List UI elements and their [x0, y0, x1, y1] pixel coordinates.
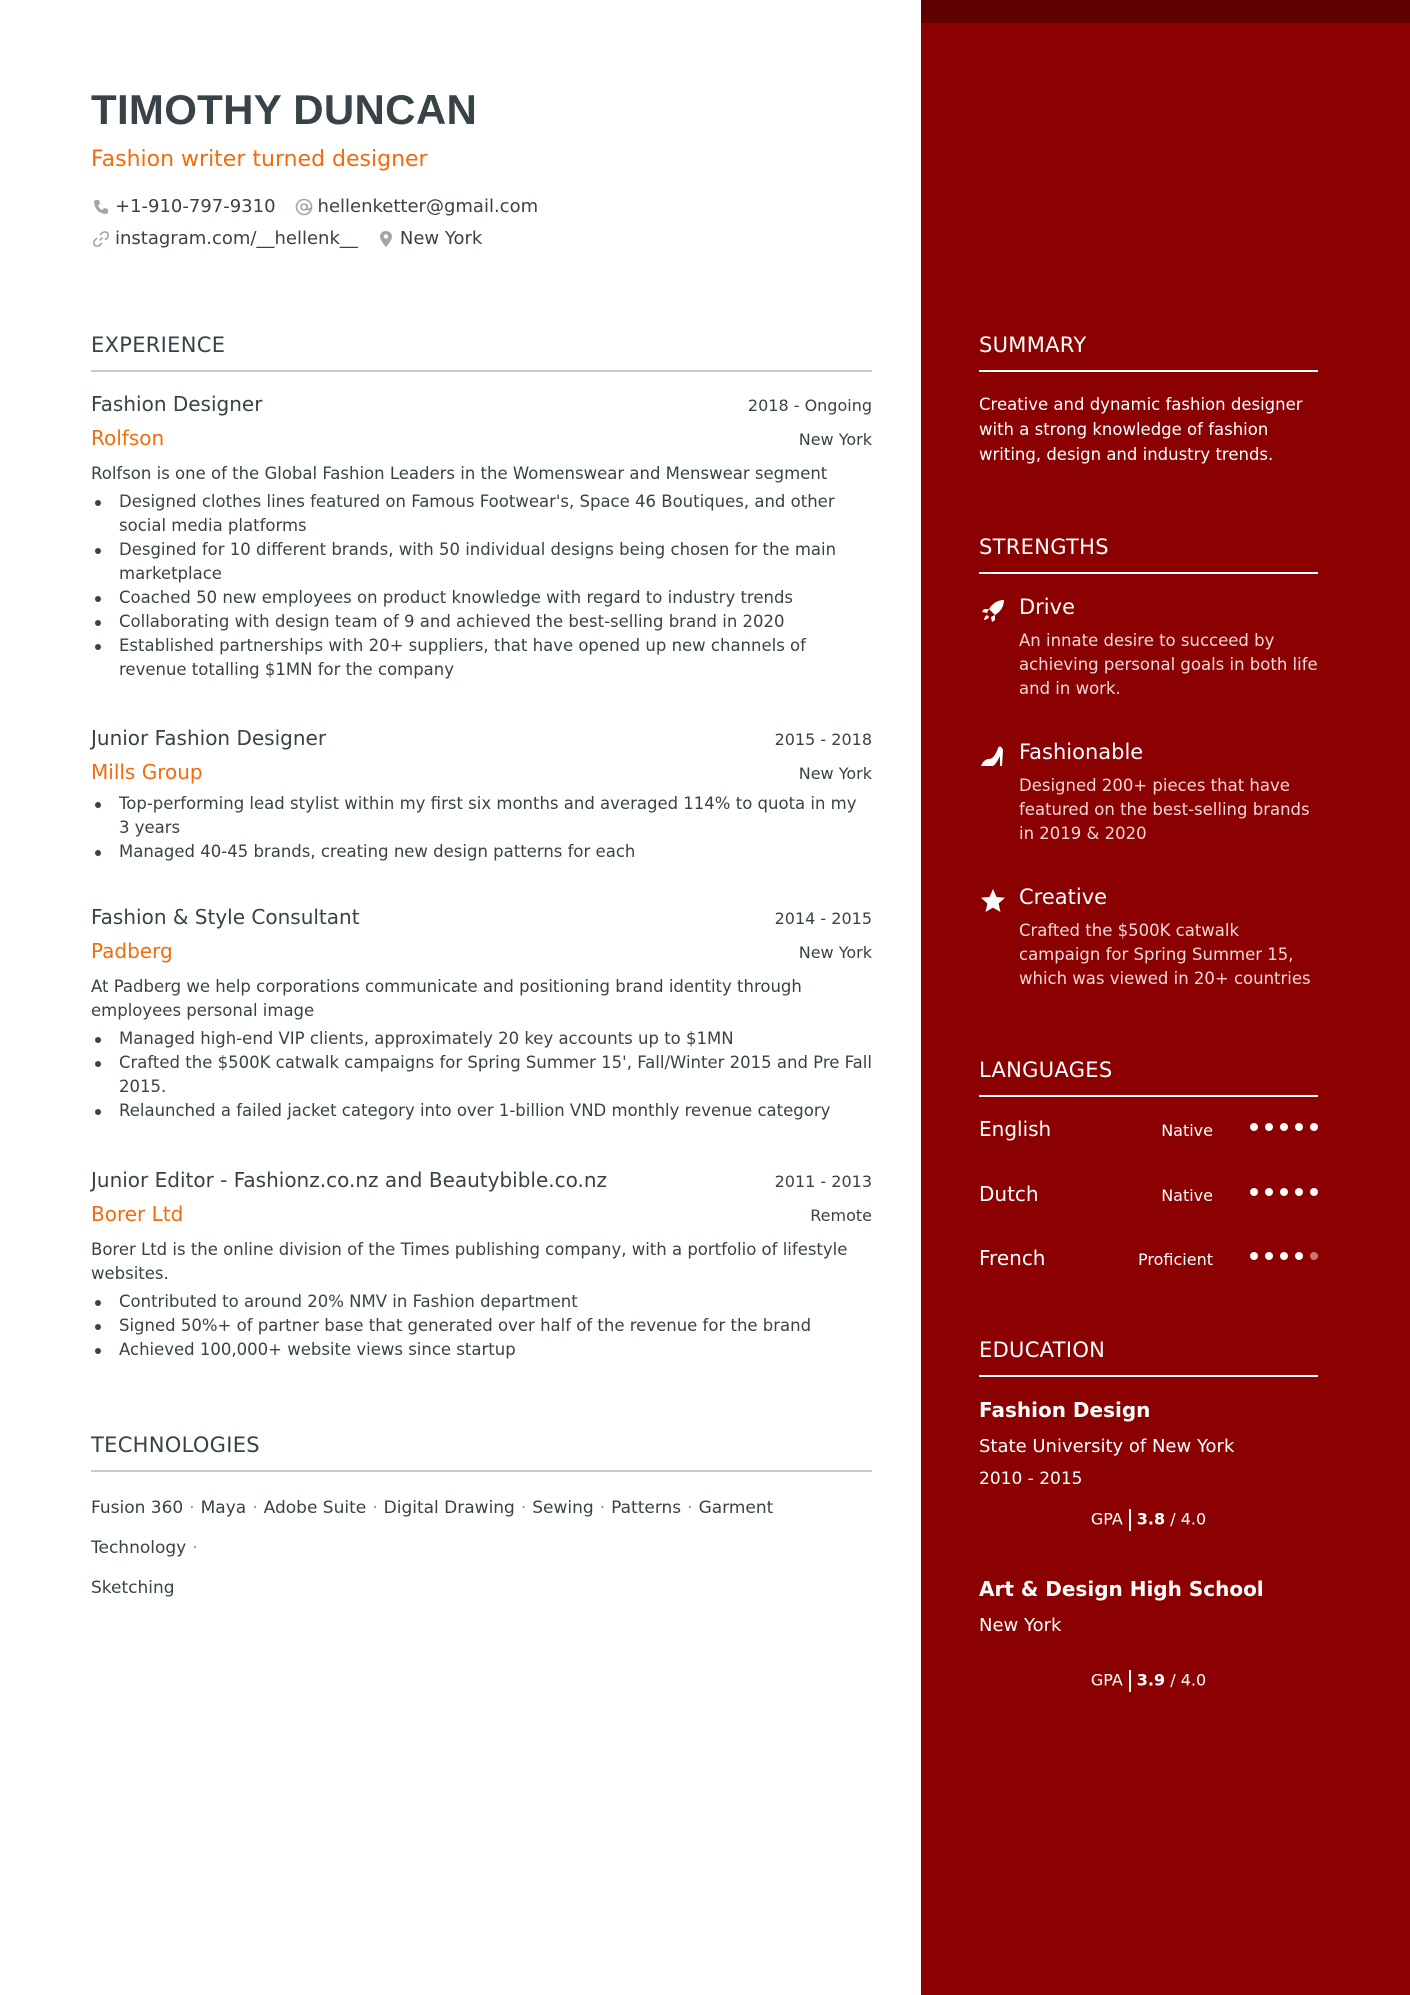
languages-heading: LANGUAGES	[979, 1058, 1113, 1082]
job-entry	[91, 1168, 872, 1362]
technologies-heading: TECHNOLOGIES	[91, 1433, 260, 1457]
job-company: Padberg	[91, 939, 173, 963]
rocket-icon	[979, 597, 1007, 625]
language-item	[979, 1117, 1318, 1147]
job-date: 2014 - 2015	[774, 909, 872, 928]
education-divider	[979, 1375, 1318, 1377]
rating-dot	[1265, 1252, 1273, 1260]
tech-item: Sketching	[91, 1578, 175, 1598]
rating-dot	[1295, 1188, 1303, 1196]
bullet-item: Desgined for 10 different brands, with 50 individual designs being chosen for the main marketplace	[91, 538, 872, 586]
bullet-item: Managed 40-45 brands, creating new design patterns for each	[91, 840, 872, 864]
education-school: New York	[979, 1615, 1062, 1636]
languages-divider	[979, 1095, 1318, 1097]
strength-description: Crafted the $500K catwalk campaign for Spring Summer 15, which was viewed in 20+ countries	[1019, 921, 1311, 988]
job-date: 2011 - 2013	[774, 1172, 872, 1191]
job-bullets	[91, 490, 872, 682]
job-title: Fashion Designer	[91, 392, 263, 416]
rating-dot	[1280, 1123, 1288, 1131]
job-entry	[91, 726, 872, 864]
language-level: Proficient	[1138, 1250, 1213, 1269]
bullet-item: Top-performing lead stylist within my first six months and averaged 114% to quota in my 3 years	[91, 792, 872, 840]
job-title: Fashion & Style Consultant	[91, 905, 360, 929]
education-item	[979, 1398, 1318, 1531]
sidebar	[921, 0, 1410, 1995]
rating-dot	[1250, 1188, 1258, 1196]
bullet-item: Crafted the $500K catwalk campaigns for Spring Summer 15', Fall/Winter 2015 and Pre Fall 2015.	[91, 1051, 872, 1099]
education-gpa	[979, 1509, 1318, 1531]
job-company: Mills Group	[91, 760, 203, 784]
job-description: Rolfson is one of the Global Fashion Leaders in the Womenswear and Menswear segment	[91, 464, 828, 483]
bullet-item: Contributed to around 20% NMV in Fashion department	[91, 1290, 872, 1314]
gpa-value: 3.9	[1136, 1670, 1166, 1690]
bullet-item: Coached 50 new employees on product knowledge with regard to industry trends	[91, 586, 872, 610]
language-rating	[1243, 1188, 1318, 1196]
education-degree: Art & Design High School	[979, 1577, 1264, 1601]
contact-row-2	[91, 228, 500, 249]
job-bullets	[91, 1290, 872, 1362]
bullet-item: Collaborating with design team of 9 and achieved the best-selling brand in 2020	[91, 610, 872, 634]
bullet-item: Achieved 100,000+ website views since startup	[91, 1338, 872, 1362]
job-location: New York	[798, 943, 872, 962]
tech-item: Sewing	[532, 1498, 594, 1518]
job-date: 2018 - Ongoing	[747, 396, 872, 415]
language-level: Native	[1161, 1121, 1213, 1140]
job-location: New York	[798, 430, 872, 449]
contact-row-1	[91, 196, 556, 217]
candidate-name: TIMOTHY DUNCAN	[91, 86, 478, 133]
website-item	[91, 228, 358, 249]
location-pin-icon	[376, 229, 396, 249]
strengths-heading: STRENGTHS	[979, 535, 1109, 559]
gpa-max: / 4.0	[1170, 1509, 1207, 1529]
strength-description: An innate desire to succeed by achieving personal goals in both life and in work.	[1019, 631, 1318, 698]
language-name: Dutch	[979, 1182, 1039, 1206]
rating-dot	[1265, 1188, 1273, 1196]
job-description: At Padberg we help corporations communicate and positioning brand identity through employees personal image	[91, 977, 802, 1020]
rating-dot	[1280, 1188, 1288, 1196]
job-date: 2015 - 2018	[774, 730, 872, 749]
website-text[interactable]: instagram.com/__hellenk__	[115, 228, 358, 249]
rating-dot	[1280, 1252, 1288, 1260]
at-icon	[294, 197, 314, 217]
language-rating	[1243, 1252, 1318, 1260]
bullet-item: Designed clothes lines featured on Famous Footwear's, Space 46 Boutiques, and other social media platforms	[91, 490, 872, 538]
tech-item: Patterns	[611, 1498, 682, 1518]
job-entry	[91, 392, 872, 682]
job-bullets	[91, 1027, 872, 1123]
strength-title: Drive	[1019, 595, 1075, 619]
email-item	[294, 196, 539, 217]
job-company: Rolfson	[91, 426, 165, 450]
language-item	[979, 1182, 1318, 1212]
rating-dot	[1295, 1123, 1303, 1131]
job-title: Junior Editor - Fashionz.co.nz and Beautybible.co.nz	[91, 1168, 608, 1192]
gpa-max: / 4.0	[1170, 1670, 1207, 1690]
rating-dot	[1265, 1123, 1273, 1131]
bullet-item: Signed 50%+ of partner base that generated over half of the revenue for the brand	[91, 1314, 872, 1338]
link-icon	[91, 229, 111, 249]
gpa-label: GPA	[1090, 1670, 1123, 1690]
bullet-item: Established partnerships with 20+ suppliers, that have opened up new channels of revenue totalling $1MN for the company	[91, 634, 872, 682]
education-item	[979, 1577, 1318, 1692]
bullet-item: Managed high-end VIP clients, approximately 20 key accounts up to $1MN	[91, 1027, 872, 1051]
technologies-divider	[91, 1470, 872, 1472]
email-text[interactable]: hellenketter@gmail.com	[317, 196, 539, 217]
summary-heading: SUMMARY	[979, 333, 1087, 357]
rating-dot	[1310, 1252, 1318, 1260]
tech-item: Maya	[200, 1498, 247, 1518]
job-location: Remote	[810, 1206, 872, 1225]
language-rating	[1243, 1123, 1318, 1131]
strength-description: Designed 200+ pieces that have featured on the best-selling brands in 2019 & 2020	[1019, 776, 1310, 843]
education-school: State University of New York	[979, 1436, 1235, 1457]
tech-item: Adobe Suite	[263, 1498, 367, 1518]
tech-item: Digital Drawing	[383, 1498, 515, 1518]
language-name: English	[979, 1117, 1052, 1141]
tech-item: Garment Technology	[91, 1498, 774, 1558]
strength-title: Creative	[1019, 885, 1108, 909]
job-bullets	[91, 792, 872, 864]
job-title: Junior Fashion Designer	[91, 726, 327, 750]
education-date: 2010 - 2015	[979, 1469, 1083, 1489]
job-company: Borer Ltd	[91, 1202, 184, 1226]
language-item	[979, 1246, 1318, 1276]
sidebar-top-band	[921, 0, 1410, 23]
language-level: Native	[1161, 1186, 1213, 1205]
experience-divider	[91, 370, 872, 372]
rating-dot	[1310, 1188, 1318, 1196]
gpa-value: 3.8	[1136, 1509, 1166, 1529]
technologies-list: Fusion 360 · Maya · Adobe Suite · Digital Drawing · Sewing · Patterns · Garment Technology · Sketching	[91, 1498, 774, 1598]
rating-dot	[1250, 1252, 1258, 1260]
location-text: New York	[399, 228, 483, 249]
language-name: French	[979, 1246, 1046, 1270]
rating-dot	[1295, 1252, 1303, 1260]
phone-item	[91, 196, 276, 217]
phone-icon	[91, 197, 111, 217]
candidate-tagline: Fashion writer turned designer	[91, 147, 428, 172]
high-heel-icon	[979, 742, 1007, 770]
job-entry	[91, 905, 872, 1123]
education-degree: Fashion Design	[979, 1398, 1151, 1422]
strengths-divider	[979, 572, 1318, 574]
tech-item: Fusion 360	[91, 1498, 184, 1518]
phone-text[interactable]: +1-910-797-9310	[115, 196, 276, 217]
rating-dot	[1310, 1123, 1318, 1131]
education-heading: EDUCATION	[979, 1338, 1106, 1362]
summary-text: Creative and dynamic fashion designer with a strong knowledge of fashion writing, design and industry trends.	[979, 395, 1303, 464]
bullet-item: Relaunched a failed jacket category into over 1-billion VND monthly revenue category	[91, 1099, 872, 1123]
strength-title: Fashionable	[1019, 740, 1144, 764]
job-location: New York	[798, 764, 872, 783]
job-description: Borer Ltd is the online division of the Times publishing company, with a portfolio of lifestyle websites.	[91, 1240, 848, 1283]
education-gpa	[979, 1670, 1318, 1692]
summary-divider	[979, 370, 1318, 372]
location-item	[376, 228, 482, 249]
experience-heading: EXPERIENCE	[91, 333, 226, 357]
rating-dot	[1250, 1123, 1258, 1131]
star-icon	[979, 887, 1007, 915]
gpa-label: GPA	[1090, 1509, 1123, 1529]
